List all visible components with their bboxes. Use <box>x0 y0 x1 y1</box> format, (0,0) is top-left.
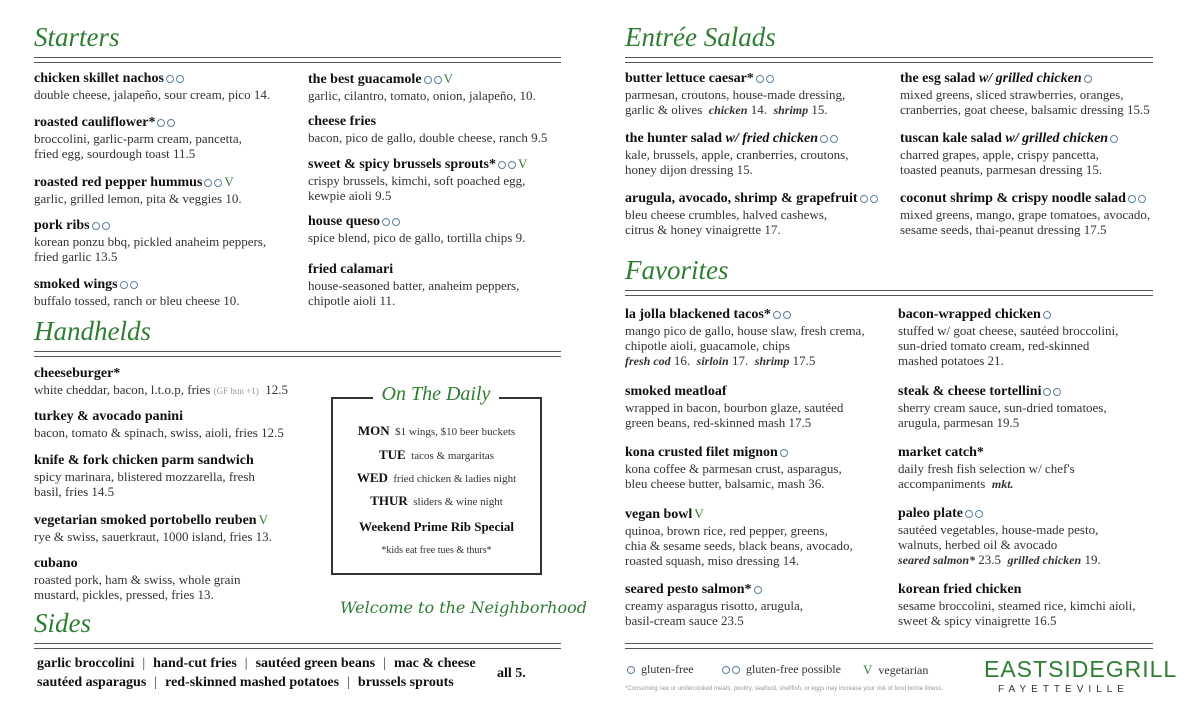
item-desc: korean ponzu bbq, pickled anaheim peppers, <box>34 234 267 249</box>
gluten-free-icon <box>754 586 762 594</box>
item-name: tuscan kale salad <box>900 131 1002 146</box>
item-desc: sun-dried tomato cream, red-skinned <box>898 338 1090 353</box>
gluten-free-possible-icon <box>508 161 516 169</box>
item-name: chicken skillet nachos <box>34 71 164 86</box>
side-item: hand-cut fries <box>153 656 237 671</box>
legend-gluten-free <box>625 662 694 677</box>
menu-item <box>34 115 242 161</box>
menu-item <box>34 71 270 102</box>
legend-label: gluten-free <box>641 662 694 676</box>
daily-day: TUE <box>378 447 406 462</box>
daily-day: WED <box>356 470 388 485</box>
item-desc: roasted pork, ham & swiss, whole grain <box>34 572 241 587</box>
item-desc: basil-cream sauce 23.5 <box>625 613 744 628</box>
gluten-free-possible-icon <box>773 311 781 319</box>
side-item: mac & cheese <box>393 656 476 671</box>
menu-item <box>900 191 1150 237</box>
item-name: la jolla blackened tacos* <box>625 307 771 322</box>
gluten-free-icon <box>1110 135 1118 143</box>
side-item: sautéed asparagus <box>37 675 147 690</box>
gluten-free-possible-icon <box>732 666 740 674</box>
item-desc: rye & swiss, sauerkraut, 1000 island, fries 13. <box>34 529 272 544</box>
daily-day: THUR <box>370 493 408 508</box>
gluten-free-possible-icon <box>820 135 828 143</box>
gluten-free-icon <box>1084 75 1092 83</box>
gluten-free-possible-icon <box>392 218 400 226</box>
separator: | <box>383 656 386 671</box>
item-desc: spice blend, pico de gallo, tortilla chips 9. <box>308 230 526 245</box>
gluten-free-possible-icon <box>722 666 730 674</box>
item-name: the esg salad <box>900 71 976 86</box>
item-desc: sherry cream sauce, sun-dried tomatoes, <box>898 400 1107 415</box>
menu-item <box>898 307 1118 368</box>
daily-text: sliders & wine night <box>413 496 503 508</box>
menu-item <box>34 277 240 308</box>
item-note: (GF bun +1) <box>213 386 259 396</box>
gluten-free-possible-icon <box>860 195 868 203</box>
legend-label: vegetarian <box>878 663 929 677</box>
option-price: 17. <box>731 353 749 368</box>
protein-option: sirloin <box>696 354 729 368</box>
protein-option: seared salmon* <box>898 553 976 567</box>
item-desc: bleu cheese butter, balsamic, mash 36. <box>625 476 825 491</box>
item-desc: roasted squash, miso dressing 14. <box>625 553 800 568</box>
vegetarian-icon: V <box>517 156 528 171</box>
item-name-option: w/ grilled chicken <box>1005 131 1109 146</box>
daily-text: $1 wings, $10 beer buckets <box>395 426 516 438</box>
legend-vegetarian <box>861 662 928 678</box>
sides-price: all 5. <box>497 666 526 681</box>
gluten-free-possible-icon <box>965 510 973 518</box>
item-name-option: w/ grilled chicken <box>978 71 1082 86</box>
menu-item <box>898 506 1101 568</box>
daily-text: fried chicken & ladies night <box>393 473 517 485</box>
item-desc: bacon, pico de gallo, double cheese, ranch 9.5 <box>308 130 548 145</box>
item-desc: fried garlic 13.5 <box>34 249 118 264</box>
gluten-free-possible-icon <box>434 76 442 84</box>
item-desc: citrus & honey vinaigrette 17. <box>625 222 781 237</box>
gluten-free-possible-icon <box>830 135 838 143</box>
item-name: cubano <box>34 556 78 571</box>
item-desc: daily fresh fish selection w/ chef's <box>898 461 1075 476</box>
item-desc: mixed greens, sliced strawberries, oranges, <box>900 87 1124 102</box>
item-name: korean fried chicken <box>898 582 1022 597</box>
side-item: red-skinned mashed potatoes <box>165 675 340 690</box>
menu-item <box>34 174 242 206</box>
menu-item <box>625 307 865 369</box>
item-name: knife & fork chicken parm sandwich <box>34 453 254 468</box>
item-desc: parmesan, croutons, house-made dressing, <box>625 87 846 102</box>
legend-label: gluten-free possible <box>746 662 841 676</box>
item-desc: honey dijon dressing 15. <box>625 162 753 177</box>
menu-item <box>308 262 519 308</box>
gluten-free-possible-icon <box>130 281 138 289</box>
item-desc: kona coffee & parmesan crust, asparagus, <box>625 461 842 476</box>
gluten-free-possible-icon <box>756 75 764 83</box>
menu-item <box>625 71 845 118</box>
menu-item <box>898 445 1075 492</box>
welcome-script: Welcome to the Neighborhood <box>340 598 587 617</box>
section-title-handhelds: Handhelds <box>34 316 151 346</box>
gluten-free-icon <box>780 449 788 457</box>
item-desc: walnuts, herbed oil & avocado <box>898 537 1058 552</box>
gluten-free-possible-icon <box>157 119 165 127</box>
item-name: vegetarian smoked portobello reuben <box>34 513 257 528</box>
right-page <box>593 0 1186 720</box>
item-desc: mixed greens, mango, grape tomatoes, avocado, <box>900 207 1151 222</box>
separator: | <box>347 675 350 690</box>
weekend-text: Weekend Prime Rib Special <box>359 519 514 534</box>
menu-item <box>625 506 853 568</box>
vegetarian-icon: V <box>258 512 268 527</box>
daily-title: On The Daily <box>373 383 499 406</box>
section-title-entree-salads: Entrée Salads <box>625 22 776 52</box>
item-name: steak & cheese tortellini <box>898 384 1042 399</box>
gluten-free-possible-icon <box>870 195 878 203</box>
gluten-free-possible-icon <box>176 75 184 83</box>
item-name: sweet & spicy brussels sprouts* <box>308 157 496 172</box>
item-desc: arugula, parmesan 19.5 <box>898 415 1020 430</box>
item-desc: buffalo tossed, ranch or bleu cheese 10. <box>34 293 240 308</box>
item-desc: kale, brussels, apple, cranberries, croutons, <box>625 147 849 162</box>
protein-option: fresh cod <box>625 354 671 368</box>
item-desc: double cheese, jalapeño, sour cream, pico 14. <box>34 87 271 102</box>
item-name: pork ribs <box>34 218 90 233</box>
item-name: cheeseburger* <box>34 366 121 381</box>
restaurant-logo: EASTSIDEGRILL <box>984 656 1178 682</box>
item-name: vegan bowl <box>625 507 693 522</box>
market-price: mkt. <box>991 477 1014 491</box>
restaurant-city: FAYETTEVILLE <box>998 684 1129 695</box>
gluten-free-possible-icon <box>92 222 100 230</box>
vegetarian-icon: V <box>224 174 234 189</box>
option-price: 15. <box>811 102 828 117</box>
item-desc: creamy asparagus risotto, arugula, <box>625 598 803 613</box>
legend-gluten-free-possible <box>720 662 841 677</box>
daily-row <box>333 447 540 463</box>
item-price: 12.5 <box>265 382 288 397</box>
gluten-free-icon <box>627 666 635 674</box>
item-name: bacon-wrapped chicken <box>898 307 1041 322</box>
item-desc: spicy marinara, blistered mozzarella, fresh <box>34 469 255 484</box>
item-name: paleo plate <box>898 506 963 521</box>
side-item: garlic broccolini <box>37 656 135 671</box>
gluten-free-possible-icon <box>214 179 222 187</box>
item-name: house queso <box>308 214 380 229</box>
item-desc: chipotle aioli 11. <box>308 293 396 308</box>
gluten-free-possible-icon <box>1128 195 1136 203</box>
item-desc: crispy brussels, kimchi, soft poached egg, <box>308 173 526 188</box>
side-item: brussels sprouts <box>357 675 454 690</box>
gluten-free-possible-icon <box>498 161 506 169</box>
kids-note: *kids eat free tues & thurs* <box>381 545 492 556</box>
side-item: sautéed green beans <box>255 656 376 671</box>
sides-row <box>37 656 476 672</box>
menu-item <box>34 218 266 264</box>
daily-row <box>333 423 540 439</box>
separator: | <box>142 656 146 671</box>
item-name: fried calamari <box>308 262 394 277</box>
item-desc: sautéed vegetables, house-made pesto, <box>898 522 1099 537</box>
gluten-free-possible-icon <box>204 179 212 187</box>
item-desc: cranberries, goat cheese, balsamic dressing 15.5 <box>900 102 1150 117</box>
item-name-option: w/ fried chicken <box>725 131 819 146</box>
divider <box>34 57 561 63</box>
item-desc: broccolini, garlic-parm cream, pancetta, <box>34 131 242 146</box>
gluten-free-possible-icon <box>1138 195 1146 203</box>
gluten-free-possible-icon <box>382 218 390 226</box>
section-title-favorites: Favorites <box>625 255 729 285</box>
vegetarian-icon: V <box>863 662 873 677</box>
daily-row <box>333 493 540 509</box>
protein-option: shrimp <box>773 103 809 117</box>
option-price: 19. <box>1084 552 1101 567</box>
menu-item <box>898 582 1136 628</box>
protein-option: shrimp <box>754 354 790 368</box>
menu-item <box>625 131 848 177</box>
divider <box>625 290 1153 296</box>
gluten-free-possible-icon <box>166 75 174 83</box>
item-name: smoked wings <box>34 277 118 292</box>
item-name: roasted red pepper hummus <box>34 175 203 190</box>
gluten-free-possible-icon <box>1043 388 1051 396</box>
gluten-free-possible-icon <box>1053 388 1061 396</box>
item-desc: mustard, pickles, pressed, fries 13. <box>34 587 214 602</box>
menu-item <box>625 445 842 491</box>
item-desc: accompaniments <box>898 476 986 491</box>
menu-item <box>34 453 255 499</box>
item-desc: house-seasoned batter, anaheim peppers, <box>308 278 520 293</box>
item-desc: chia & sesame seeds, black beans, avocado, <box>625 538 853 553</box>
item-desc: stuffed w/ goat cheese, sautéed broccolini, <box>898 323 1119 338</box>
separator: | <box>154 675 158 690</box>
item-desc: fried egg, sourdough toast 11.5 <box>34 146 196 161</box>
sides-row <box>37 675 454 691</box>
menu-item <box>308 214 525 245</box>
menu-item <box>900 71 1150 117</box>
option-price: 17.5 <box>792 353 816 368</box>
daily-row <box>333 470 540 486</box>
item-name: coconut shrimp & crispy noodle salad <box>900 191 1126 206</box>
vegetarian-icon: V <box>694 506 704 521</box>
item-desc: bacon, tomato & spinach, swiss, aioli, fries 12.5 <box>34 425 284 440</box>
divider <box>34 351 561 357</box>
gluten-free-possible-icon <box>120 281 128 289</box>
item-desc: basil, fries 14.5 <box>34 484 115 499</box>
item-desc: wrapped in bacon, bourbon glaze, sautéed <box>625 400 844 415</box>
item-name: arugula, avocado, shrimp & grapefruit <box>625 191 858 206</box>
item-desc: garlic, grilled lemon, pita & veggies 10. <box>34 191 242 206</box>
item-desc: mango pico de gallo, house slaw, fresh crema, <box>625 323 865 338</box>
option-price: 23.5 <box>978 552 1002 567</box>
menu-item <box>900 131 1118 177</box>
menu-item <box>898 384 1107 430</box>
separator: | <box>244 656 248 671</box>
protein-option: chicken <box>708 103 748 117</box>
divider <box>625 57 1153 63</box>
item-desc: bleu cheese crumbles, halved cashews, <box>625 207 828 222</box>
menu-item <box>625 191 878 237</box>
menu-item <box>34 366 288 399</box>
item-desc: charred grapes, apple, crispy pancetta, <box>900 147 1099 162</box>
item-desc: mashed potatoes 21. <box>898 353 1004 368</box>
divider <box>625 643 1153 649</box>
daily-day: MON <box>357 423 390 438</box>
item-desc: quinoa, brown rice, red pepper, greens, <box>625 523 828 538</box>
item-desc: chipotle aioli, guacamole, chips <box>625 338 790 353</box>
protein-option: grilled chicken <box>1007 553 1082 567</box>
item-desc: green beans, red-skinned mash 17.5 <box>625 415 812 430</box>
item-desc: white cheddar, bacon, l.t.o.p, fries <box>34 382 211 397</box>
item-name: turkey & avocado panini <box>34 409 183 424</box>
gluten-free-possible-icon <box>102 222 110 230</box>
item-name: seared pesto salmon* <box>625 582 752 597</box>
item-name: the best guacamole <box>308 72 422 87</box>
menu-item <box>34 409 284 440</box>
item-name: butter lettuce caesar* <box>625 71 754 86</box>
weekend-special <box>333 519 540 535</box>
menu-item <box>308 156 527 203</box>
food-safety-disclaimer: *Consuming raw or undercooked meats, poultry, seafood, shellfish, or eggs may increase your risk of food borne illness. <box>625 686 944 692</box>
vegetarian-icon: V <box>443 71 453 86</box>
menu-item <box>34 512 272 544</box>
item-name: the hunter salad <box>625 131 722 146</box>
gluten-free-possible-icon <box>783 311 791 319</box>
menu-item <box>34 556 241 602</box>
menu-item <box>625 582 803 628</box>
option-price: 16. <box>673 353 691 368</box>
menu-item <box>308 71 536 103</box>
section-title-starters: Starters <box>34 22 120 52</box>
option-price: 14. <box>750 102 767 117</box>
item-desc: kewpie aioli 9.5 <box>308 188 392 203</box>
item-desc: garlic, cilantro, tomato, onion, jalapeño, 10. <box>308 88 536 103</box>
divider <box>34 643 561 649</box>
item-desc: toasted peanuts, parmesan dressing 15. <box>900 162 1103 177</box>
daily-text: tacos & margaritas <box>411 450 495 462</box>
item-desc: sweet & spicy vinaigrette 16.5 <box>898 613 1057 628</box>
item-desc: garlic & olives <box>625 102 703 117</box>
gluten-free-possible-icon <box>975 510 983 518</box>
gluten-free-possible-icon <box>424 76 432 84</box>
gluten-free-icon <box>1043 311 1051 319</box>
gluten-free-possible-icon <box>766 75 774 83</box>
item-name: market catch* <box>898 445 984 460</box>
menu-item <box>308 114 547 145</box>
section-title-sides: Sides <box>34 608 91 638</box>
menu-item <box>625 384 843 430</box>
item-name: roasted cauliflower* <box>34 115 156 130</box>
item-name: cheese fries <box>308 114 377 129</box>
item-desc: sesame seeds, thai-peanut dressing 17.5 <box>900 222 1107 237</box>
item-name: kona crusted filet mignon <box>625 445 778 460</box>
gluten-free-possible-icon <box>167 119 175 127</box>
daily-specials-box <box>331 397 542 575</box>
item-name: smoked meatloaf <box>625 384 727 399</box>
item-desc: sesame broccolini, steamed rice, kimchi aioli, <box>898 598 1136 613</box>
